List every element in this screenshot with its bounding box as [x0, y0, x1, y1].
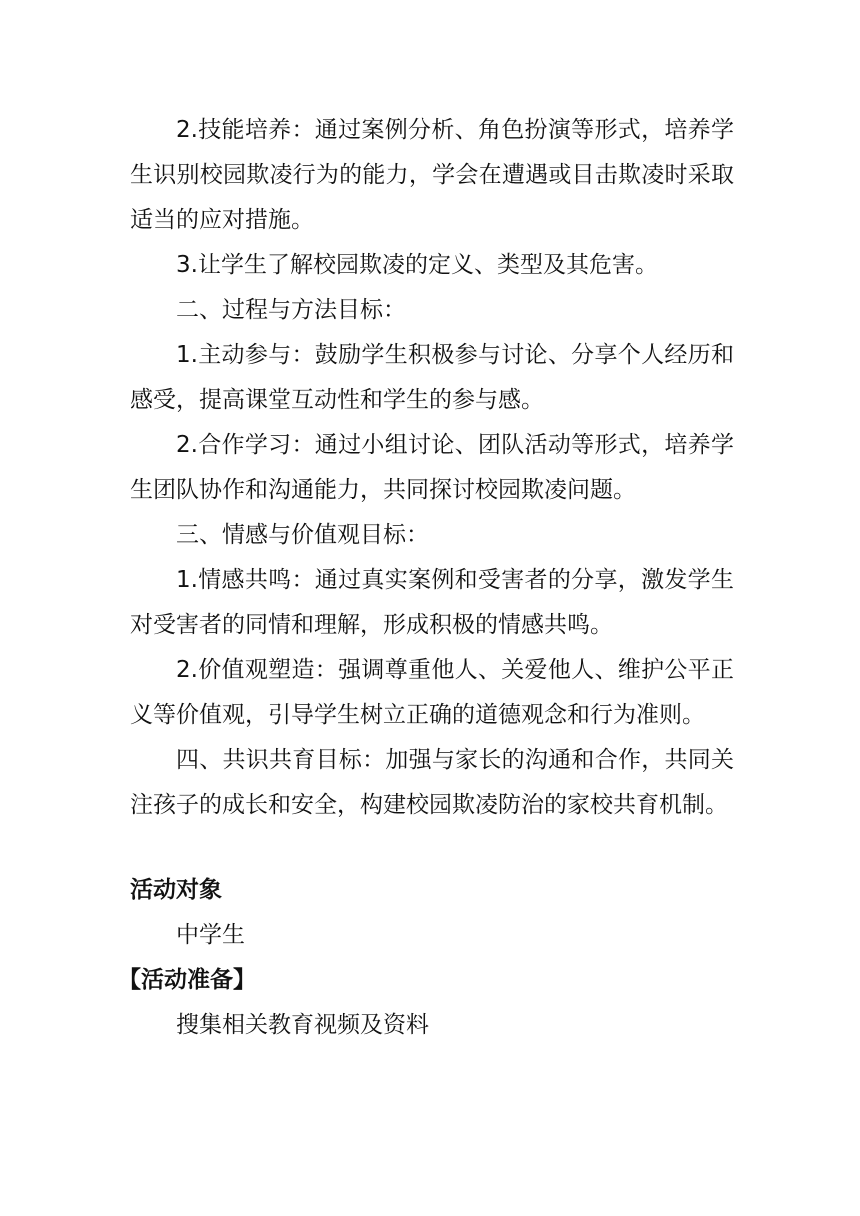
paragraph-bullying-definition: 3.让学生了解校园欺凌的定义、类型及其危害。	[176, 252, 658, 278]
activity-target-text: 中学生	[176, 922, 245, 948]
section-spacer	[130, 828, 734, 868]
activity-target-heading: 活动对象	[130, 877, 222, 903]
paragraph-home-school-goal: 四、共识共育目标：加强与家长的沟通和合作，共同关注孩子的成长和安全，构建校园欺凌防治的家校共育机制。	[130, 747, 734, 818]
paragraph-active-participation: 1.主动参与：鼓励学生积极参与讨论、分享个人经历和感受，提高课堂互动性和学生的参与感。	[130, 342, 734, 413]
document-page	[118, 108, 734, 1048]
paragraph-skill-training: 2.技能培养：通过案例分析、角色扮演等形式，培养学生识别校园欺凌行为的能力，学会在遭遇或目击欺凌时采取适当的应对措施。	[130, 117, 734, 233]
section-heading-process-method: 二、过程与方法目标：	[176, 297, 406, 323]
activity-prep-heading: 【活动准备】	[118, 967, 256, 993]
paragraph-cooperative-learning: 2.合作学习：通过小组讨论、团队活动等形式，培养学生团队协作和沟通能力，共同探讨校园欺凌问题。	[130, 432, 734, 503]
paragraph-emotional-resonance: 1.情感共鸣：通过真实案例和受害者的分享，激发学生对受害者的同情和理解，形成积极的情感共鸣。	[130, 567, 734, 638]
activity-prep-text: 搜集相关教育视频及资料	[176, 1012, 429, 1038]
paragraph-values-shaping: 2.价值观塑造：强调尊重他人、关爱他人、维护公平正义等价值观，引导学生树立正确的道德观念和行为准则。	[130, 657, 734, 728]
section-heading-emotion-values: 三、情感与价值观目标：	[176, 522, 429, 548]
